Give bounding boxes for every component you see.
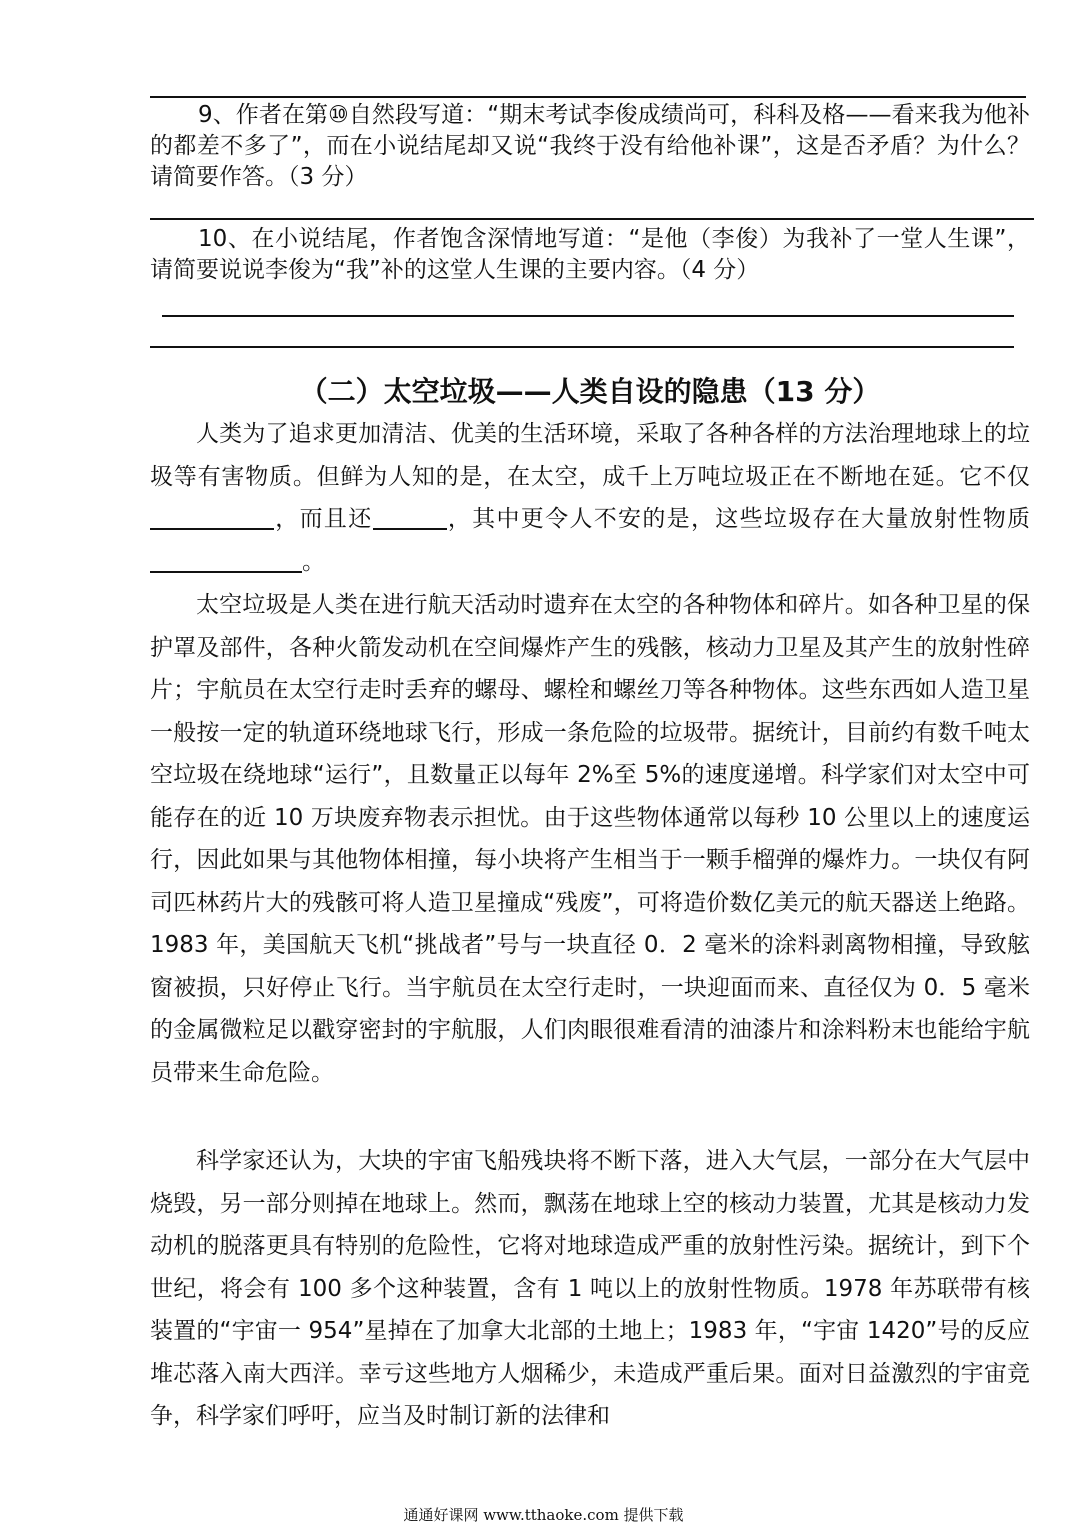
fill-blank-2[interactable] xyxy=(373,502,447,530)
paragraph-1-text-a: 人类为了追求更加清洁、优美的生活环境，采取了各种各样的方法治理地球上的垃圾等有害物质。但鲜为人知的是，在太空，成千上万吨垃圾正在不断地在延。它不仅 xyxy=(150,421,1030,490)
section-title: （二）太空垃圾——人类自设的隐患（13 分） xyxy=(299,375,881,408)
question-9: 9、作者在第⑩自然段写道：“期末考试李俊成绩尚可，科科及格——看来我为他补的都差不多了”，而在小说结尾却又说“我终于没有给他补课”，这是否矛盾？为什么？请简要作答。（3 分） xyxy=(150,102,1030,190)
paragraph-1-text-d: 。 xyxy=(302,548,325,575)
paragraph-2: 太空垃圾是人类在进行航天活动时遗弃在太空的各种物体和碎片。如各种卫星的保护罩及部件，各种火箭发动机在空间爆炸产生的残骸，核动力卫星及其产生的放射性碎片；宇航员在太空行走时丢弃的螺母、螺栓和螺丝刀等各种物体。这些东西如人造卫星一般按一定的轨道环绕地球飞行，形成一条危险的垃圾带。据统计，目前约有数千吨太空垃圾在绕地球“运行”，且数量正以每年 2%至 5%的速度递增。科学家们对太空中可能存在的近 10 万块废弃物表示担忧。由于这些物体通常以每秒 10 公里以上的速度运行，因此如果与其他物体相撞，每小块将产生相当于一颗手榴弹的爆炸力。一块仅有阿司匹林药片大的残骸可将人造卫星撞成“残废”，可将造价数亿美元的航天器送上绝路。1983 年，美国航天飞机“挑战者”号与一块直径 0．2 毫米的涂料剥离物相撞，导致舷窗被损，只好停止飞行。当宇航员在太空行走时，一块迎面而来、直径仅为 0．5 毫米的金属微粒足以戳穿密封的宇航服，人们肉眼很难看清的油漆片和涂料粉末也能给宇航员带来生命危险。 xyxy=(150,592,1030,1086)
fill-blank-1[interactable] xyxy=(150,502,274,530)
answer-line[interactable] xyxy=(150,96,1026,98)
footer-credit: 通通好课网 www.tthaoke.com 提供下载 xyxy=(403,1506,684,1524)
question-10: 10、在小说结尾，作者饱含深情地写道：“是他（李俊）为我补了一堂人生课”，请简要说说李俊为“我”补的这堂人生课的主要内容。（4 分） xyxy=(150,226,1030,283)
paragraph-1-text-b: ，而且还 xyxy=(274,506,373,532)
answer-line[interactable] xyxy=(150,218,1034,220)
paragraph-1-text-c: ，其中更令人不安的是，这些垃圾存在大量放射性物质 xyxy=(446,506,1031,532)
paragraph-3: 科学家还认为，大块的宇宙飞船残块将不断下落，进入大气层，一部分在大气层中烧毁，另一部分则掉在地球上。然而，飘荡在地球上空的核动力装置，尤其是核动力发动机的脱落更具有特别的危险性，它将对地球造成严重的放射性污染。据统计，到下个世纪，将会有 100 多个这种装置，含有 1 吨以上的放射性物质。1978 年苏联带有核装置的“宇宙一 954”星掉在了加拿大北部的土地上；1983 年，“宇宙 1420”号的反应堆芯落入南大西洋。幸亏这些地方人烟稀少，未造成严重后果。面对日益激烈的宇宙竞争，科学家们呼吁，应当及时制订新的法律和 xyxy=(150,1148,1030,1429)
answer-line[interactable] xyxy=(150,346,1014,348)
paragraph-1 xyxy=(150,413,1030,583)
answer-line[interactable] xyxy=(162,315,1014,317)
fill-blank-3[interactable] xyxy=(150,545,302,573)
